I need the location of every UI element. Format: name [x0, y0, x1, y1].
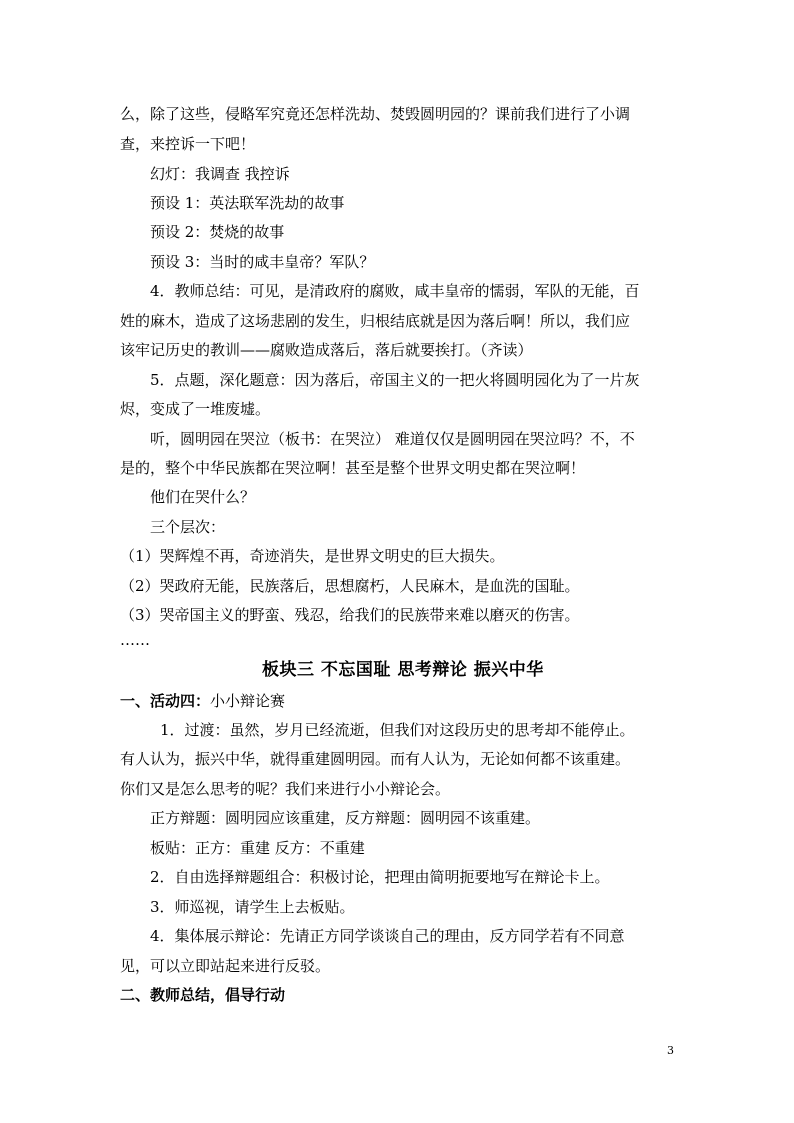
section-title: 板块三 不忘国耻 思考辩论 振兴中华 [262, 660, 544, 680]
body-line: 正方辩题：圆明园应该重建，反方辩题：圆明园不该重建。 [150, 809, 541, 827]
body-line: 3．师巡视，请学生上去板贴。 [150, 898, 355, 916]
body-line: 姓的麻木，造成了这场悲剧的发生，归根结底就是因为落后啊！所以，我们应 [120, 312, 631, 330]
activity-heading-label: 一、活动四： [120, 692, 211, 710]
body-line: 烬，变成了一堆废墟。 [120, 400, 271, 418]
body-line: 听，圆明园在哭泣（板书：在哭泣） 难道仅仅是圆明园在哭泣吗？不，不 [150, 430, 635, 448]
body-line: 1．过渡：虽然，岁月已经流逝，但我们对这段历史的思考却不能停止。 [160, 721, 635, 739]
body-line: 5．点题，深化题意：因为落后，帝国主义的一把火将圆明园化为了一片灰 [150, 371, 640, 389]
page-number: 3 [667, 1044, 674, 1057]
body-line: 板贴：正方：重建 反方：不重建 [150, 839, 365, 857]
list-item: （1）哭辉煌不再，奇迹消失，是世界文明史的巨大损失。 [120, 547, 505, 565]
ellipsis: …… [120, 631, 150, 649]
body-line: 预设 3：当时的咸丰皇帝？军队？ [150, 253, 375, 271]
body-line: 4．教师总结：可见，是清政府的腐败，咸丰皇帝的懦弱，军队的无能，百 [150, 282, 640, 300]
body-line: 他们在哭什么？ [150, 488, 256, 506]
activity-heading [120, 691, 285, 711]
body-line: 三个层次： [150, 518, 226, 536]
body-line: 你们又是怎么思考的呢？我们来进行小小辩论会。 [120, 780, 451, 798]
body-line: 见，可以立即站起来进行反驳。 [120, 957, 331, 975]
body-line: 幻灯：我调查 我控诉 [150, 165, 290, 183]
body-line: 2．自由选择辩题组合：积极讨论，把理由简明扼要地写在辩论卡上。 [150, 868, 610, 886]
list-item: （2）哭政府无能，民族落后，思想腐朽，人民麻木，是血洗的国耻。 [120, 577, 580, 595]
body-line: 4．集体展示辩论：先请正方同学谈谈自己的理由，反方同学若有不同意 [150, 927, 625, 945]
body-line: 预设 2：焚烧的故事 [150, 223, 285, 241]
body-line: 有人认为，振兴中华，就得重建圆明园。而有人认为，无论如何都不该重建。 [120, 750, 631, 768]
body-line: 该牢记历史的教训——腐败造成落后，落后就要挨打。（齐读） [120, 341, 533, 359]
body-line: 么，除了这些，侵略军究竟还怎样洗劫、焚毁圆明园的？课前我们进行了小调 [120, 105, 631, 123]
list-item: （3）哭帝国主义的野蛮、残忍，给我们的民族带来难以磨灭的伤害。 [120, 606, 580, 624]
body-line: 查，来控诉一下吧！ [120, 135, 256, 153]
closing-heading: 二、教师总结，倡导行动 [120, 986, 286, 1004]
body-line: 预设 1：英法联军洗劫的故事 [150, 194, 345, 212]
body-line: 是的，整个中华民族都在哭泣啊！甚至是整个世界文明史都在哭泣啊！ [120, 459, 586, 477]
activity-heading-title: 小小辩论赛 [210, 692, 286, 710]
